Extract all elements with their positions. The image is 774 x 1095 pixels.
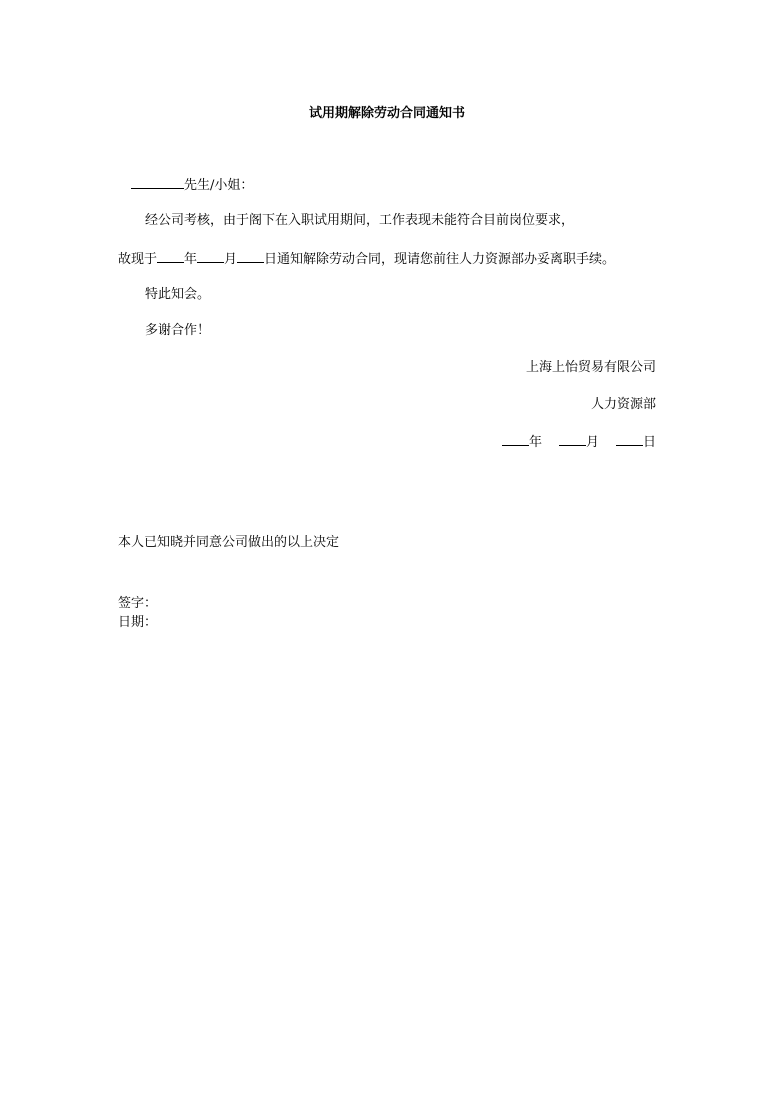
name-blank [131,176,184,189]
document-title: 试用期解除劳动合同通知书 [308,106,465,121]
month-blank [197,250,224,263]
department-name: 人力资源部 [590,397,656,412]
sign-day-label: 日 [642,435,656,450]
acknowledgement-line: 本人已知晓并同意公司做出的以上决定 [118,535,340,550]
company-name: 上海上怡贸易有限公司 [525,360,656,375]
paragraph-2-suffix: 日通知解除劳动合同，现请您前往人力资源部办妥离职手续。 [264,252,616,267]
paragraph-2-prefix: 故现于 [118,252,158,267]
signature-label: 签字： [118,596,158,611]
paragraph-2-month: 月 [224,252,238,267]
sign-year-blank [502,433,529,446]
sign-month-label: 月 [585,435,599,450]
thanks-line: 多谢合作！ [145,323,211,338]
paragraph-2 [118,250,615,268]
sign-month-blank [559,433,586,446]
date-label: 日期： [118,615,158,630]
notice-line: 特此知会。 [145,287,211,302]
day-blank [237,250,264,263]
paragraph-2-year: 年 [184,252,198,267]
paragraph-1: 经公司考核，由于阁下在入职试用期间，工作表现未能符合目前岗位要求， [145,213,575,228]
salutation-text: 先生/小姐： [184,178,254,193]
sign-year-label: 年 [528,435,542,450]
date-fields [502,433,656,451]
year-blank [157,250,184,263]
sign-day-blank [616,433,643,446]
salutation-line [131,176,253,194]
